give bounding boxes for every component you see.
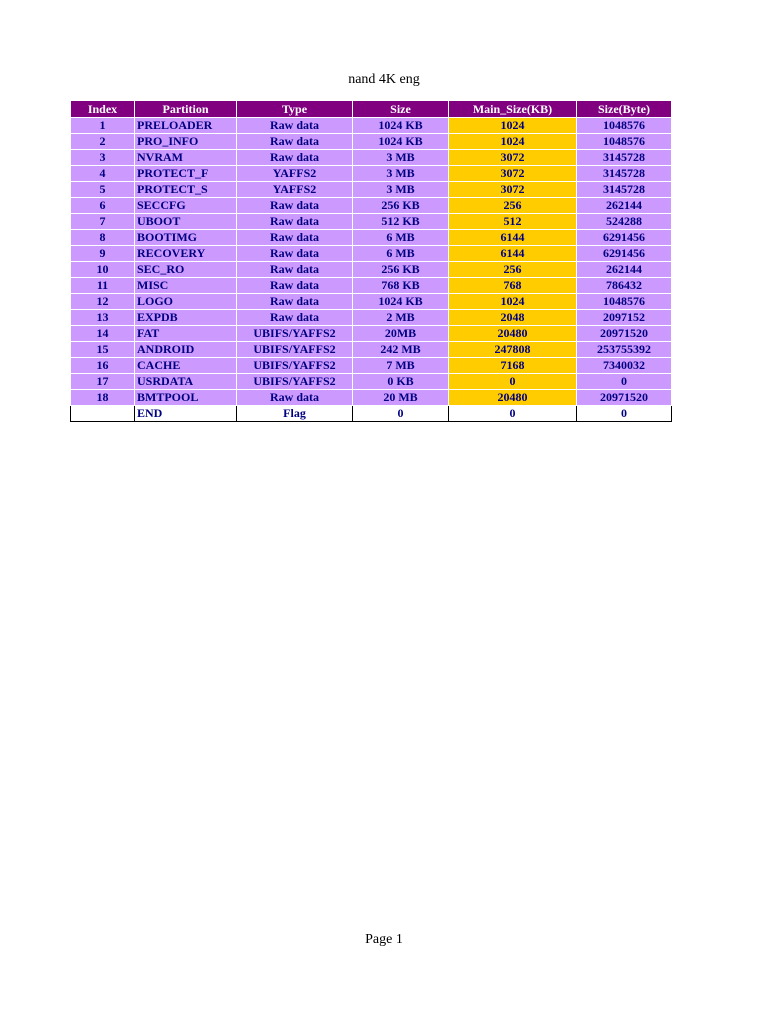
cell-size-byte: 3145728 (577, 150, 672, 166)
cell-index (71, 406, 135, 422)
cell-index: 9 (71, 246, 135, 262)
cell-size: 3 MB (353, 150, 449, 166)
cell-size: 7 MB (353, 358, 449, 374)
cell-partition: NVRAM (135, 150, 237, 166)
cell-partition: BOOTIMG (135, 230, 237, 246)
cell-partition: ANDROID (135, 342, 237, 358)
cell-partition: FAT (135, 326, 237, 342)
cell-size: 1024 KB (353, 134, 449, 150)
cell-main-size-kb: 1024 (449, 134, 577, 150)
cell-index: 5 (71, 182, 135, 198)
cell-partition: PROTECT_F (135, 166, 237, 182)
table-row (71, 358, 672, 374)
table-row (71, 342, 672, 358)
cell-partition: EXPDB (135, 310, 237, 326)
cell-type: UBIFS/YAFFS2 (237, 358, 353, 374)
header-type: Type (237, 101, 353, 118)
cell-size: 512 KB (353, 214, 449, 230)
cell-size: 2 MB (353, 310, 449, 326)
cell-main-size-kb: 2048 (449, 310, 577, 326)
partition-table (70, 100, 672, 422)
cell-size-byte: 7340032 (577, 358, 672, 374)
table-body (71, 118, 672, 422)
cell-size-byte: 786432 (577, 278, 672, 294)
table-row (71, 278, 672, 294)
cell-size: 0 (353, 406, 449, 422)
cell-size: 256 KB (353, 198, 449, 214)
cell-size-byte: 262144 (577, 262, 672, 278)
table-row (71, 246, 672, 262)
cell-type: YAFFS2 (237, 166, 353, 182)
cell-type: UBIFS/YAFFS2 (237, 342, 353, 358)
cell-main-size-kb: 7168 (449, 358, 577, 374)
cell-type: Raw data (237, 262, 353, 278)
cell-index: 10 (71, 262, 135, 278)
cell-main-size-kb: 0 (449, 406, 577, 422)
cell-size-byte: 1048576 (577, 134, 672, 150)
table-row (71, 294, 672, 310)
cell-size-byte: 0 (577, 406, 672, 422)
cell-index: 15 (71, 342, 135, 358)
cell-type: UBIFS/YAFFS2 (237, 326, 353, 342)
cell-index: 12 (71, 294, 135, 310)
cell-main-size-kb: 0 (449, 374, 577, 390)
table-end-row (71, 406, 672, 422)
table-row (71, 214, 672, 230)
cell-size: 6 MB (353, 246, 449, 262)
cell-type: Raw data (237, 214, 353, 230)
cell-size-byte: 3145728 (577, 182, 672, 198)
cell-main-size-kb: 1024 (449, 118, 577, 134)
cell-size-byte: 2097152 (577, 310, 672, 326)
cell-size: 3 MB (353, 182, 449, 198)
cell-partition: SECCFG (135, 198, 237, 214)
cell-partition: PROTECT_S (135, 182, 237, 198)
table-row (71, 182, 672, 198)
cell-partition: PRELOADER (135, 118, 237, 134)
table-row (71, 262, 672, 278)
cell-size: 256 KB (353, 262, 449, 278)
cell-size-byte: 1048576 (577, 294, 672, 310)
cell-size: 3 MB (353, 166, 449, 182)
header-size-byte: Size(Byte) (577, 101, 672, 118)
cell-type: Raw data (237, 294, 353, 310)
cell-size: 20 MB (353, 390, 449, 406)
header-partition: Partition (135, 101, 237, 118)
table-row (71, 166, 672, 182)
cell-partition: BMTPOOL (135, 390, 237, 406)
cell-type: Raw data (237, 310, 353, 326)
cell-index: 3 (71, 150, 135, 166)
cell-index: 18 (71, 390, 135, 406)
cell-index: 8 (71, 230, 135, 246)
cell-size-byte: 3145728 (577, 166, 672, 182)
cell-main-size-kb: 247808 (449, 342, 577, 358)
cell-type: Raw data (237, 246, 353, 262)
cell-index: 1 (71, 118, 135, 134)
cell-type: Raw data (237, 134, 353, 150)
cell-size: 768 KB (353, 278, 449, 294)
cell-type: Raw data (237, 230, 353, 246)
cell-index: 6 (71, 198, 135, 214)
cell-main-size-kb: 6144 (449, 230, 577, 246)
cell-index: 14 (71, 326, 135, 342)
cell-main-size-kb: 768 (449, 278, 577, 294)
cell-main-size-kb: 3072 (449, 166, 577, 182)
cell-main-size-kb: 20480 (449, 390, 577, 406)
cell-partition: MISC (135, 278, 237, 294)
cell-index: 11 (71, 278, 135, 294)
cell-type: Flag (237, 406, 353, 422)
cell-main-size-kb: 20480 (449, 326, 577, 342)
table-row (71, 310, 672, 326)
cell-size-byte: 1048576 (577, 118, 672, 134)
cell-partition: SEC_RO (135, 262, 237, 278)
cell-size-byte: 253755392 (577, 342, 672, 358)
table-row (71, 374, 672, 390)
cell-main-size-kb: 256 (449, 262, 577, 278)
cell-size: 6 MB (353, 230, 449, 246)
cell-size-byte: 0 (577, 374, 672, 390)
cell-size: 242 MB (353, 342, 449, 358)
cell-index: 7 (71, 214, 135, 230)
cell-index: 17 (71, 374, 135, 390)
cell-size-byte: 6291456 (577, 246, 672, 262)
cell-index: 16 (71, 358, 135, 374)
cell-type: Raw data (237, 390, 353, 406)
cell-size-byte: 6291456 (577, 230, 672, 246)
header-index: Index (71, 101, 135, 118)
cell-size: 1024 KB (353, 294, 449, 310)
cell-partition: PRO_INFO (135, 134, 237, 150)
cell-main-size-kb: 6144 (449, 246, 577, 262)
table-row (71, 150, 672, 166)
cell-size: 20MB (353, 326, 449, 342)
table-row (71, 326, 672, 342)
header-size: Size (353, 101, 449, 118)
table-row (71, 134, 672, 150)
cell-index: 4 (71, 166, 135, 182)
cell-partition: CACHE (135, 358, 237, 374)
cell-main-size-kb: 3072 (449, 150, 577, 166)
cell-partition: USRDATA (135, 374, 237, 390)
cell-main-size-kb: 512 (449, 214, 577, 230)
cell-main-size-kb: 3072 (449, 182, 577, 198)
cell-type: Raw data (237, 198, 353, 214)
header-main-size-kb: Main_Size(KB) (449, 101, 577, 118)
table-row (71, 118, 672, 134)
table-row (71, 198, 672, 214)
cell-partition: RECOVERY (135, 246, 237, 262)
table-header-row (71, 101, 672, 118)
cell-size-byte: 20971520 (577, 326, 672, 342)
cell-index: 2 (71, 134, 135, 150)
cell-type: UBIFS/YAFFS2 (237, 374, 353, 390)
table-row (71, 390, 672, 406)
document-title: nand 4K eng (348, 72, 420, 87)
cell-main-size-kb: 256 (449, 198, 577, 214)
cell-type: Raw data (237, 278, 353, 294)
cell-index: 13 (71, 310, 135, 326)
cell-size-byte: 524288 (577, 214, 672, 230)
cell-type: Raw data (237, 118, 353, 134)
cell-main-size-kb: 1024 (449, 294, 577, 310)
table-row (71, 230, 672, 246)
cell-size: 1024 KB (353, 118, 449, 134)
page-number: Page 1 (365, 932, 403, 947)
cell-partition: END (135, 406, 237, 422)
cell-type: Raw data (237, 150, 353, 166)
cell-partition: UBOOT (135, 214, 237, 230)
cell-partition: LOGO (135, 294, 237, 310)
cell-size-byte: 20971520 (577, 390, 672, 406)
cell-size: 0 KB (353, 374, 449, 390)
cell-type: YAFFS2 (237, 182, 353, 198)
cell-size-byte: 262144 (577, 198, 672, 214)
